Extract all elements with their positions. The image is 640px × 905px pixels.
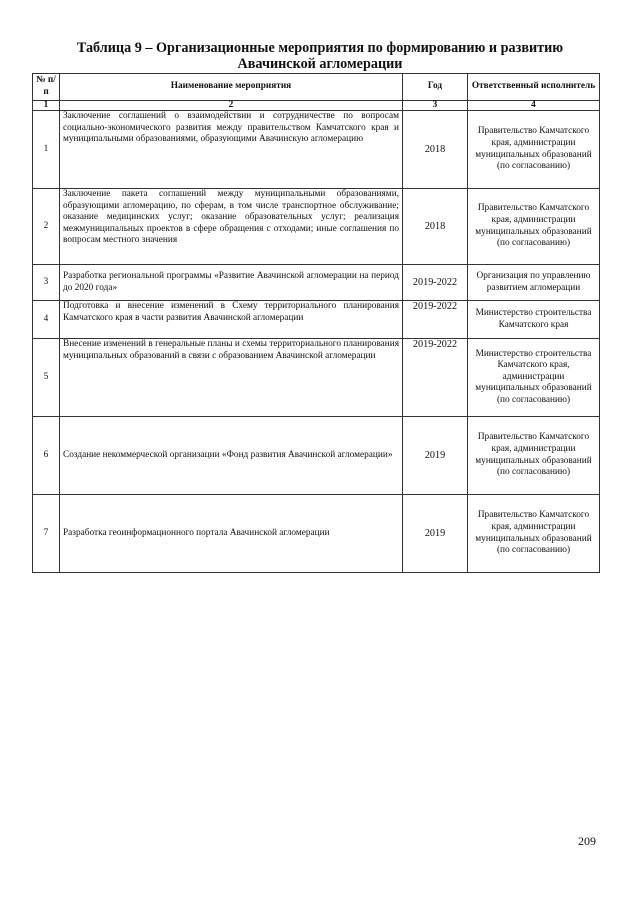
header-row [33, 74, 600, 101]
row-num: 4 [33, 301, 60, 339]
title-line-2: Авачинской агломерации [237, 56, 403, 72]
row-year: 2019 [403, 495, 468, 573]
table-row [33, 301, 600, 339]
row-resp: Правительство Камчатского края, администрации муниципальных образований (по согласованию) [468, 189, 600, 265]
row-num: 3 [33, 265, 60, 301]
row-year: 2018 [403, 189, 468, 265]
title-line-1: Таблица 9 – Организационные мероприятия по формированию и развитию [76, 40, 564, 56]
row-name: Заключение пакета соглашений между муниципальными образованиями, образующими агломерацию, по сферам, в том числе транспортное обслуживание; оказание медицинских услуг; оказание образовательных услуг; реализация межмуниципальных проектов в сфере обращения с отходами; иные соглашения по вопросам местного значения [60, 189, 403, 265]
row-year: 2019-2022 [403, 301, 468, 339]
row-name: Подготовка и внесение изменений в Схему территориального планирования Камчатского края в части развития Авачинской агломерации [60, 301, 403, 339]
header-year: Год [403, 74, 468, 101]
row-name: Внесение изменений в генеральные планы и схемы территориального планирования муниципальных образований в связи с образованием Авачинской агломерации [60, 339, 403, 417]
colnum-3: 3 [403, 101, 468, 111]
row-name: Разработка региональной программы «Развитие Авачинской агломерации на период до 2020 года» [60, 265, 403, 301]
table-row [33, 495, 600, 573]
column-number-row [33, 101, 600, 111]
row-num: 2 [33, 189, 60, 265]
page-number: 209 [578, 834, 596, 848]
header-num: № п/п [33, 74, 60, 101]
colnum-4: 4 [468, 101, 600, 111]
row-year: 2019-2022 [403, 265, 468, 301]
row-num: 1 [33, 111, 60, 189]
row-resp: Правительство Камчатского края, администрации муниципальных образований (по согласованию) [468, 417, 600, 495]
row-num: 5 [33, 339, 60, 417]
row-name: Заключение соглашений о взаимодействии и сотрудничестве по вопросам социально-экономического развития между правительством Камчатского края и муниципальными образованиями, образующими Авачинскую агломерацию [60, 111, 403, 189]
events-table [32, 73, 600, 573]
row-resp: Министерство строительства Камчатского края [468, 301, 600, 339]
row-year: 2019-2022 [403, 339, 468, 417]
header-name: Наименование мероприятия [60, 74, 403, 101]
row-num: 6 [33, 417, 60, 495]
table-row [33, 339, 600, 417]
header-resp: Ответственный исполнитель [468, 74, 600, 101]
colnum-1: 1 [33, 101, 60, 111]
row-resp: Министерство строительства Камчатского края, администрации муниципальных образований (по согласованию) [468, 339, 600, 417]
row-resp: Правительство Камчатского края, администрации муниципальных образований (по согласованию) [468, 495, 600, 573]
row-num: 7 [33, 495, 60, 573]
row-year: 2019 [403, 417, 468, 495]
colnum-2: 2 [60, 101, 403, 111]
table-row [33, 417, 600, 495]
table-title [30, 40, 610, 72]
row-name: Создание некоммерческой организации «Фонд развития Авачинской агломерации» [60, 417, 403, 495]
row-resp: Правительство Камчатского края, администрации муниципальных образований (по согласованию) [468, 111, 600, 189]
table-row [33, 265, 600, 301]
row-name: Разработка геоинформационного портала Авачинской агломерации [60, 495, 403, 573]
row-year: 2018 [403, 111, 468, 189]
table-row [33, 189, 600, 265]
row-resp: Организация по управлению развитием агломерации [468, 265, 600, 301]
table-row [33, 111, 600, 189]
